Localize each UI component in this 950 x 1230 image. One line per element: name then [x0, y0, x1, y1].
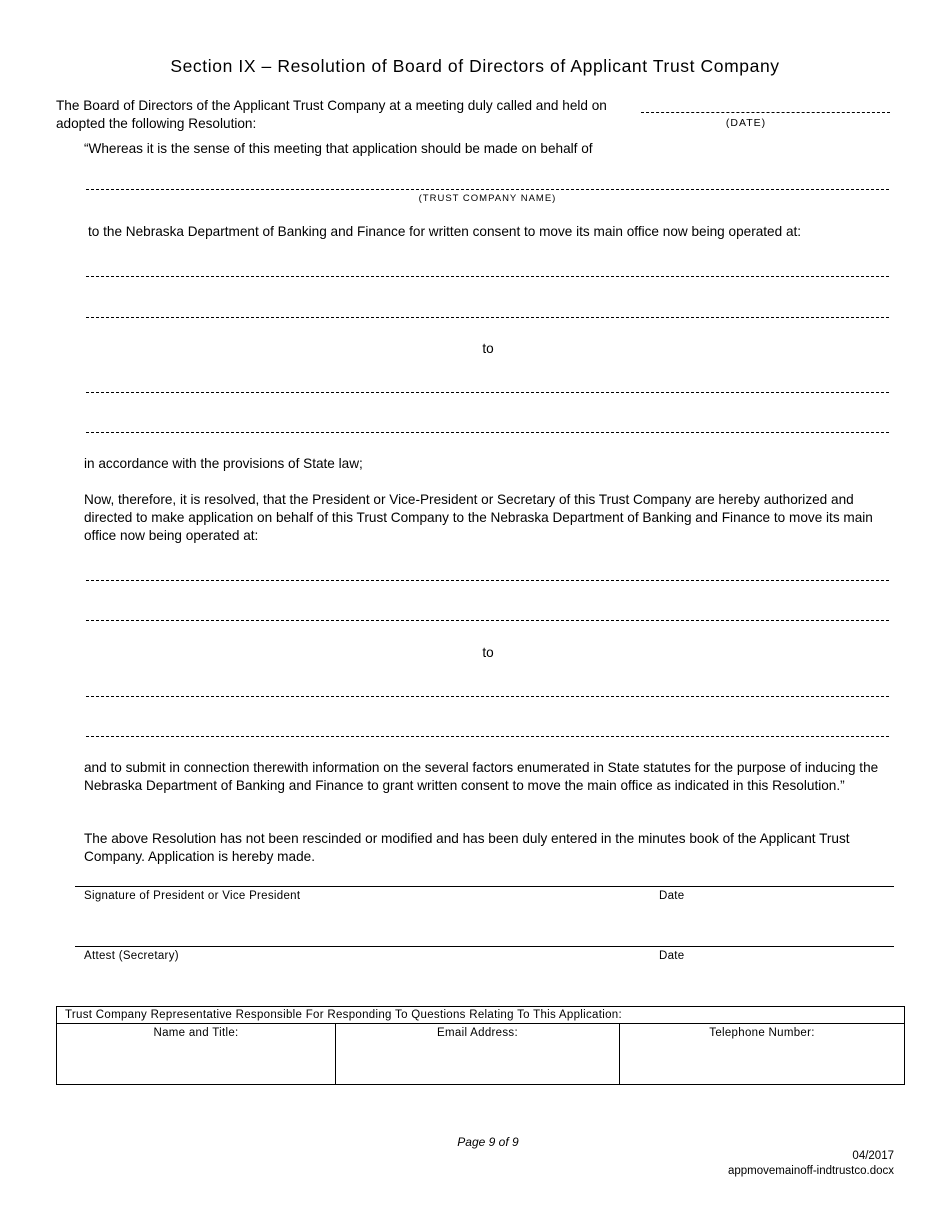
email-label: Email Address: — [437, 1027, 518, 1039]
president-signature-line[interactable] — [75, 886, 894, 887]
date-label-2: Date — [659, 950, 685, 962]
state-law-text: in accordance with the provisions of State law; — [84, 456, 363, 471]
president-signature-label: Signature of President or Vice President — [84, 890, 301, 902]
current-office-line-2[interactable] — [86, 317, 889, 318]
date-label-1: Date — [659, 890, 685, 902]
date-caption: (DATE) — [725, 117, 767, 129]
revision-date: 04/2017 — [852, 1150, 894, 1162]
resolved-text: Now, therefore, it is resolved, that the President or Vice-President or Secretary of this Trust Company are hereby authorized and directed to make application on behalf of this Trust Company to the Nebraska Department of Banking and Finance to move its main office now being operated at: — [84, 492, 873, 543]
representative-header: Trust Company Representative Responsible For Responding To Questions Relating To This Application: — [57, 1007, 905, 1024]
attest-label: Attest (Secretary) — [84, 950, 179, 962]
telephone-cell[interactable] — [620, 1024, 905, 1085]
intro-line-2: adopted the following Resolution: — [56, 116, 257, 131]
trust-company-name-field[interactable] — [86, 189, 889, 190]
attest-signature-line[interactable] — [75, 946, 894, 947]
submit-text: and to submit in connection therewith information on the several factors enumerated in State statutes for the purpose of inducing the Nebraska Department of Banking and Finance to grant written consent to move the main office as indicated in this Resolution.” — [84, 760, 879, 793]
file-name: appmovemainoff-indtrustco.docx — [728, 1165, 894, 1177]
to-label-1: to — [482, 341, 494, 356]
resolved-current-office-line-1[interactable] — [86, 580, 889, 581]
email-cell[interactable] — [336, 1024, 620, 1085]
page-number: Page 9 of 9 — [457, 1135, 519, 1149]
telephone-label: Telephone Number: — [709, 1027, 815, 1039]
page-title: Section IX – Resolution of Board of Directors of Applicant Trust Company — [170, 56, 780, 76]
resolved-current-office-line-2[interactable] — [86, 620, 889, 621]
resolved-new-office-line-2[interactable] — [86, 736, 889, 737]
resolved-new-office-line-1[interactable] — [86, 696, 889, 697]
to-label-2: to — [482, 645, 494, 660]
name-title-cell[interactable] — [57, 1024, 336, 1085]
current-office-line-1[interactable] — [86, 276, 889, 277]
name-title-label: Name and Title: — [153, 1027, 239, 1039]
new-office-line-2[interactable] — [86, 432, 889, 433]
consent-text: to the Nebraska Department of Banking and Finance for written consent to move its main office now being operated at: — [88, 224, 802, 239]
trust-company-caption: (TRUST COMPANY NAME) — [418, 193, 557, 204]
meeting-date-field[interactable] — [641, 112, 890, 113]
whereas-text: “Whereas it is the sense of this meeting that application should be made on behalf of — [84, 141, 593, 156]
above-text: The above Resolution has not been rescinded or modified and has been duly entered in the minutes book of the Applicant Trust Company. Application is hereby made. — [84, 831, 850, 864]
new-office-line-1[interactable] — [86, 392, 889, 393]
representative-table — [56, 1006, 905, 1085]
intro-line-1: The Board of Directors of the Applicant Trust Company at a meeting duly called and held on — [56, 98, 607, 113]
